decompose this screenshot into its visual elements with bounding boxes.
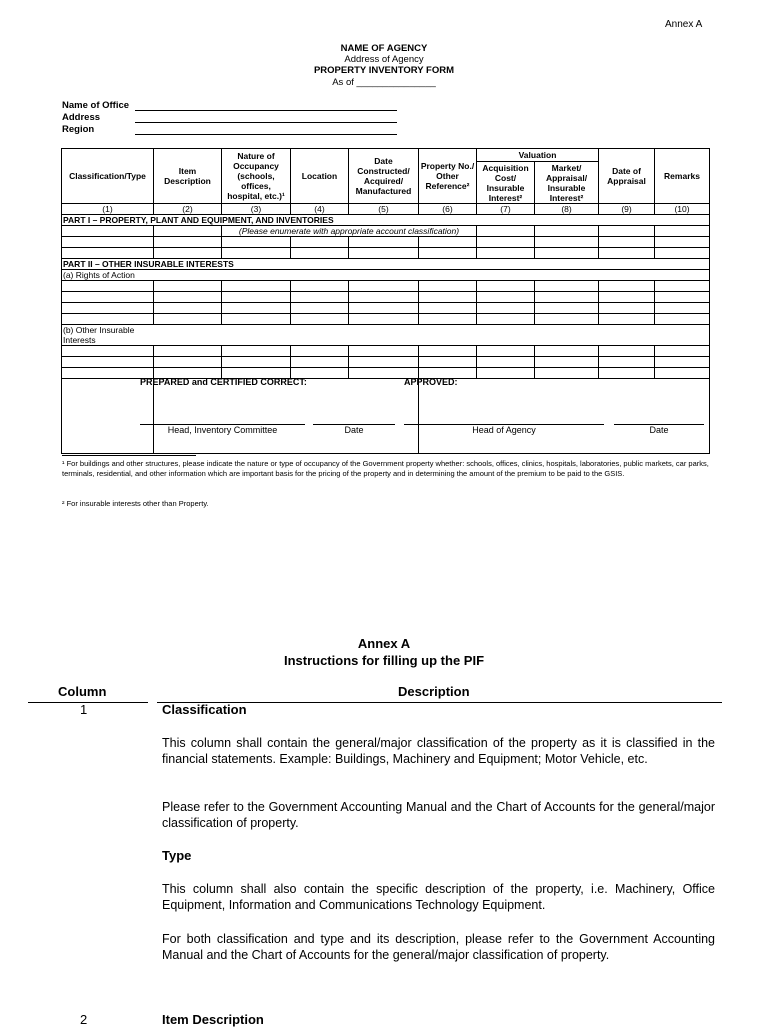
col-number: (4) xyxy=(291,204,349,215)
table-row xyxy=(62,357,710,368)
approved-label: APPROVED: xyxy=(404,377,458,387)
head-committee-label: Head, Inventory Committee xyxy=(167,425,278,435)
table-row xyxy=(62,292,710,303)
agency-address: Address of Agency xyxy=(344,54,424,65)
cell[interactable] xyxy=(599,226,655,237)
as-of: As of _______________ xyxy=(332,77,436,88)
table-row xyxy=(62,314,710,325)
instructions-title: Instructions for filling up the PIF xyxy=(283,653,485,668)
type-heading: Type xyxy=(162,848,192,863)
col-number: (9) xyxy=(599,204,655,215)
col-number: (1) xyxy=(62,204,154,215)
col-header: Nature of Occupancy (schools, offices, hospital, etc.)¹ xyxy=(222,149,291,204)
description-header: Description xyxy=(398,684,470,699)
table-row xyxy=(62,346,710,357)
col-number: (2) xyxy=(154,204,222,215)
paragraph: This column shall also contain the specific description of the property, i.e. Machinery, Office Equipment, Information and Communications Technology Equipment. xyxy=(162,882,715,912)
col-number: (6) xyxy=(419,204,477,215)
part2-heading: PART II – OTHER INSURABLE INTERESTS xyxy=(62,259,710,270)
item-description-heading: Item Description xyxy=(162,1012,264,1027)
annex-label: Annex A xyxy=(665,19,703,30)
paragraph: Please refer to the Government Accounting Manual and the Chart of Accounts for the general/major classification of property. xyxy=(162,800,715,830)
part1-note: (Please enumerate with appropriate account classification) xyxy=(222,226,477,237)
col-header: Date of Appraisal xyxy=(599,149,655,204)
col-number: (10) xyxy=(655,204,710,215)
table-row xyxy=(62,248,710,259)
address-line xyxy=(135,122,397,123)
date-label: Date xyxy=(649,425,669,435)
col-header: Remarks xyxy=(655,149,710,204)
footnote-2: ² For insurable interests other than Property. xyxy=(62,499,209,508)
col-header: Location xyxy=(291,149,349,204)
col-number: (5) xyxy=(349,204,419,215)
col-header: Property No./ Other Reference² xyxy=(419,149,477,204)
table-row xyxy=(62,237,710,248)
col-header: Date Constructed/ Acquired/ Manufactured xyxy=(349,149,419,204)
cell[interactable] xyxy=(535,226,599,237)
col-number: (8) xyxy=(535,204,599,215)
column-number: 2 xyxy=(80,1012,88,1027)
part2a-label: (a) Rights of Action xyxy=(62,270,154,281)
col-header: Market/ Appraisal/ Insurable Interest² xyxy=(535,162,599,204)
table-row xyxy=(62,303,710,314)
signature-blank xyxy=(62,379,154,454)
name-of-office-label: Name of Office xyxy=(62,100,130,111)
footnote-1: ¹ For buildings and other structures, please indicate the nature or type of occupancy of the Government property whether: schools, offices, clinics, hospitals, laboratories, public markets, car parks, terminals, residential, and other information which are important basis for the pricing of the property and in determining the amount of the premium to be paid to the GSIS. xyxy=(62,459,709,478)
cell[interactable] xyxy=(62,226,154,237)
footnote-divider xyxy=(62,455,196,456)
column-header: Column xyxy=(58,684,107,699)
cell[interactable] xyxy=(477,226,535,237)
region-line xyxy=(135,134,397,135)
cell[interactable] xyxy=(154,226,222,237)
address-label: Address xyxy=(62,112,101,123)
part2b-label: (b) Other Insurable Interests xyxy=(62,325,154,346)
table-row xyxy=(62,281,710,292)
name-of-office-line xyxy=(135,110,397,111)
col-header: Classification/Type xyxy=(62,149,154,204)
date-label: Date xyxy=(344,425,364,435)
col-header: Acquisition Cost/ Insurable Interest² xyxy=(477,162,535,204)
col-number: (3) xyxy=(222,204,291,215)
col-number: (7) xyxy=(477,204,535,215)
column-rule xyxy=(28,702,148,703)
prepared-block xyxy=(154,379,419,454)
classification-heading: Classification xyxy=(162,702,247,717)
head-agency-label: Head of Agency xyxy=(472,425,536,435)
column-number: 1 xyxy=(80,702,88,717)
inventory-table xyxy=(61,148,710,454)
agency-name: NAME OF AGENCY xyxy=(340,43,428,54)
part1-heading: PART I – PROPERTY, PLANT AND EQUIPMENT, AND INVENTORIES xyxy=(62,215,710,226)
prepared-label: PREPARED and CERTIFIED CORRECT: xyxy=(140,377,307,387)
region-label: Region xyxy=(62,124,95,135)
paragraph: For both classification and type and its description, please refer to the Government Accounting Manual and the Chart of Accounts for the general/major classification of property. xyxy=(162,932,715,962)
instructions-annex: Annex A xyxy=(357,636,411,651)
col-header: Item Description xyxy=(154,149,222,204)
cell[interactable] xyxy=(655,226,710,237)
paragraph: This column shall contain the general/major classification of the property as it is classified in the financial statements. Example: Buildings, Machinery and Equipment; Motor Vehicle, etc. xyxy=(162,736,715,766)
valuation-header: Valuation xyxy=(477,149,599,162)
approved-block xyxy=(419,379,710,454)
form-title: PROPERTY INVENTORY FORM xyxy=(313,65,455,76)
